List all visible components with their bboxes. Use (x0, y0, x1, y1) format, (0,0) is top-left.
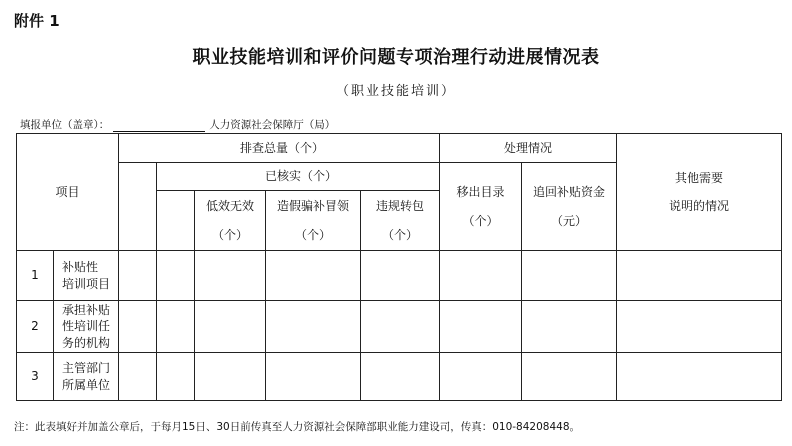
header-verified: 已核实（个） (157, 163, 440, 191)
row-number: 3 (17, 353, 54, 401)
header-other-line1: 其他需要 (675, 170, 724, 185)
row-label-line: 务的机构 (62, 335, 111, 350)
header-fraud-label: 造假骗补冒领 (277, 199, 350, 214)
header-low-effect-label: 低效无效 (206, 199, 255, 214)
row-label-line: 性培训任 (62, 319, 111, 334)
header-low-effect (195, 191, 266, 251)
header-violation-unit: （个） (382, 227, 419, 242)
header-item: 项目 (17, 134, 119, 251)
header-fraud-unit: （个） (295, 227, 332, 242)
document-subtitle: （职业技能培训） (335, 84, 456, 99)
data-cell[interactable] (119, 353, 157, 401)
data-cell[interactable] (195, 301, 266, 353)
data-cell[interactable] (266, 353, 361, 401)
footnote: 注：此表填好并加盖公章后，于每月15日、30日前传真至人力资源社会保障部职业能力建设司，传真：010-84208448。 (14, 421, 580, 433)
data-cell[interactable] (522, 251, 617, 301)
row-number: 2 (17, 301, 54, 353)
data-cell[interactable] (440, 301, 522, 353)
data-cell[interactable] (522, 301, 617, 353)
row-label (54, 301, 119, 353)
fill-unit-prefix: 填报单位（盖章）： (20, 119, 110, 131)
data-cell[interactable] (266, 301, 361, 353)
data-cell[interactable] (440, 251, 522, 301)
table-row (17, 301, 782, 353)
header-recovered-unit: （元） (551, 213, 588, 228)
row-number: 1 (17, 251, 54, 301)
data-cell[interactable] (266, 251, 361, 301)
header-handling: 处理情况 (440, 134, 617, 163)
header-violation-label: 违规转包 (376, 199, 425, 214)
row-label-line: 所属单位 (62, 377, 111, 392)
data-cell[interactable] (440, 353, 522, 401)
header-recovered (522, 163, 617, 251)
table-row (17, 251, 782, 301)
header-removed-unit: （个） (462, 213, 499, 228)
data-cell[interactable] (195, 353, 266, 401)
fill-unit-value: 人力资源社会保障厅（局） (209, 119, 336, 131)
header-violation (361, 191, 440, 251)
data-cell[interactable] (119, 251, 157, 301)
header-other-notes (617, 134, 782, 251)
fill-unit-blank-line (113, 121, 205, 132)
table-row (17, 353, 782, 401)
data-cell[interactable] (617, 301, 782, 353)
row-label-line: 承担补贴 (62, 303, 111, 318)
document-title: 职业技能培训和评价问题专项治理行动进展情况表 (192, 47, 600, 68)
header-removed-label: 移出目录 (456, 185, 505, 200)
row-label-line: 培训项目 (62, 276, 111, 291)
data-cell[interactable] (617, 353, 782, 401)
header-other-line2: 说明的情况 (669, 199, 730, 213)
header-screened-total: 排查总量（个） (119, 134, 440, 163)
data-cell[interactable] (157, 251, 195, 301)
header-recovered-label: 追回补贴资金 (533, 185, 606, 200)
screened-total-cell (119, 163, 157, 251)
verified-total-cell (157, 191, 195, 251)
data-cell[interactable] (361, 251, 440, 301)
data-cell[interactable] (195, 251, 266, 301)
header-fraud (266, 191, 361, 251)
data-cell[interactable] (522, 353, 617, 401)
data-cell[interactable] (361, 301, 440, 353)
data-cell[interactable] (157, 301, 195, 353)
data-cell[interactable] (119, 301, 157, 353)
data-cell[interactable] (157, 353, 195, 401)
data-cell[interactable] (361, 353, 440, 401)
row-label (54, 353, 119, 401)
row-label (54, 251, 119, 301)
attachment-label: 附件 1 (14, 12, 60, 30)
header-removed (440, 163, 522, 251)
row-label-line: 补贴性 (62, 260, 99, 275)
progress-report-table (16, 133, 782, 401)
row-label-line: 主管部门 (62, 361, 111, 376)
data-cell[interactable] (617, 251, 782, 301)
fill-unit-row (20, 117, 335, 132)
header-low-effect-unit: （个） (212, 227, 249, 242)
